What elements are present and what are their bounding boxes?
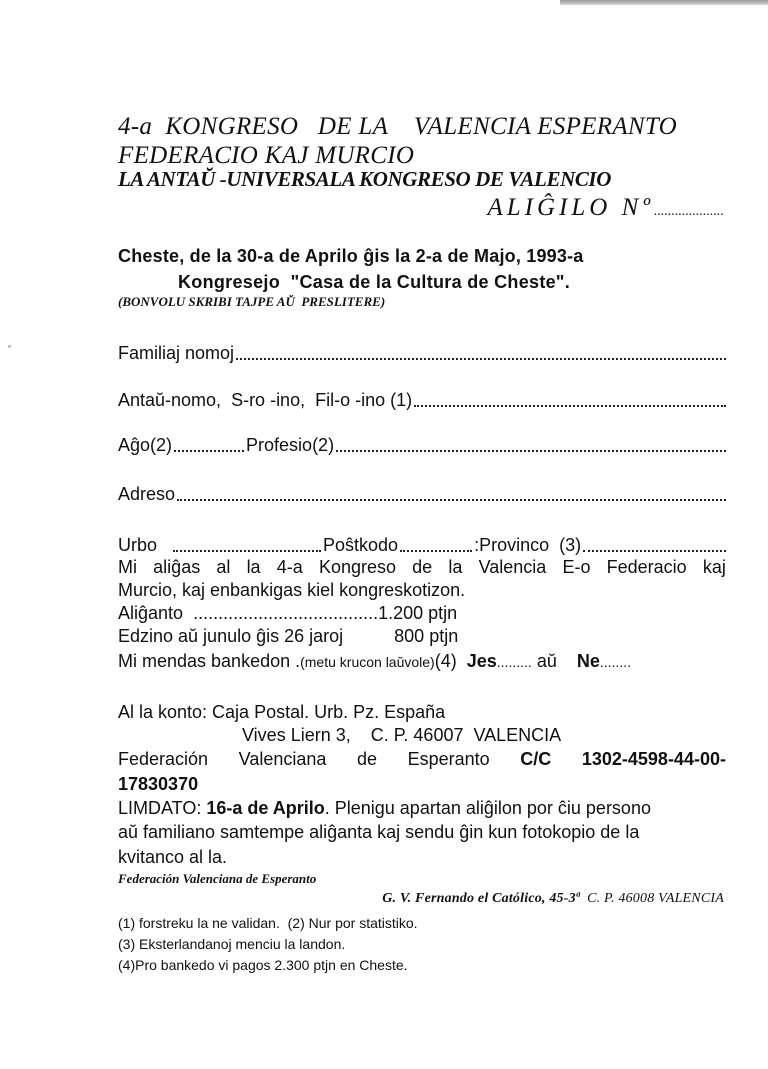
- deadline-text2: aŭ familiano samtempe aliĝanta kaj sendu ĝin kun fotokopio de la: [118, 822, 640, 842]
- cc-number-part1: 1302-4598-44-00-: [581, 749, 726, 769]
- fee-spouse-price: 800 ptjn: [394, 626, 459, 646]
- address-label: Adreso: [118, 484, 176, 504]
- congress-venue: Kongresejo "Casa de la Cultura de Cheste".: [178, 272, 571, 292]
- deadline-line: [118, 797, 651, 819]
- registration-number-dots: ....................: [654, 204, 724, 219]
- join-statement-line1: Mi aliĝas al la 4-a Kongreso de la Valencia E-o Federacio kaj: [118, 557, 726, 577]
- firstname-input-line[interactable]: [414, 405, 726, 407]
- registration-number-label: ALIĜILO Nº: [487, 194, 654, 221]
- banquet-note: (metu krucon laŭvole): [300, 654, 435, 670]
- account-line3: Federación Valenciana de Esperanto C/C 1302-4598-44-00-: [118, 749, 726, 769]
- join-statement-line2: Murcio, kaj enbankigas kiel kongreskotizon.: [118, 580, 466, 600]
- banquet-no-option[interactable]: Ne: [576, 651, 600, 671]
- federation-street: G. V. Fernando el Católico, 45-3ª: [382, 891, 580, 906]
- banquet-or: aŭ: [531, 651, 562, 671]
- postcode-label: Poŝtkodo: [323, 535, 399, 555]
- banquet-order: [118, 650, 631, 673]
- fee-participant-price: 1.200 ptjn: [378, 603, 458, 623]
- footnote-4: (4)Pro bankedo vi pagos 2.300 ptjn en Cheste.: [118, 957, 408, 973]
- banquet-yes-dots[interactable]: .........: [496, 654, 532, 670]
- cc-label: C/C: [520, 749, 552, 769]
- congress-title: 4-a KONGRESO DE LA VALENCIA ESPERANTO: [118, 113, 677, 140]
- deadline-text1: . Plenigu apartan aliĝilon por ĉiu persono: [324, 798, 651, 818]
- age-label: Aĝo(2): [118, 435, 173, 455]
- banquet-label: Mi mendas bankedon .: [118, 651, 301, 671]
- surname-input-line[interactable]: [236, 358, 726, 360]
- banquet-ref: (4): [434, 651, 457, 671]
- account-line2: Vives Liern 3, C. P. 46007 VALENCIA: [242, 725, 562, 745]
- scan-edge-mark: [560, 0, 768, 5]
- city-label: Urbo: [118, 535, 158, 555]
- age-profession-field[interactable]: [118, 430, 726, 456]
- province-input-line[interactable]: [583, 550, 726, 552]
- deadline-text3: kvitanco al la.: [118, 847, 228, 867]
- deadline-label: LIMDATO:: [118, 798, 202, 818]
- surname-field[interactable]: [118, 338, 726, 364]
- federation-city: C. P. 46008 VALENCIA: [579, 891, 724, 906]
- address-input-line[interactable]: [177, 499, 726, 501]
- federation-address: [382, 891, 724, 907]
- fee-spouse-youth: [118, 625, 458, 647]
- address-field[interactable]: [118, 479, 726, 505]
- postcode-input-line[interactable]: [400, 550, 472, 552]
- city-input-line[interactable]: [173, 550, 321, 552]
- banquet-yes-option[interactable]: Jes: [466, 651, 497, 671]
- city-postcode-province-field[interactable]: [118, 530, 726, 556]
- age-input-line[interactable]: [174, 450, 244, 452]
- footnote-3: (3) Eksterlandanoj menciu la landon.: [118, 936, 346, 952]
- fee-spouse-label: Edzino aŭ junulo ĝis 26 jaroj: [118, 626, 344, 646]
- scan-speck: [8, 345, 11, 348]
- fee-participant-label: Aliĝanto: [118, 603, 184, 623]
- footnote-1-2: (1) forstreku la ne validan. (2) Nur por statistiko.: [118, 915, 418, 931]
- account-line1: Al la konto: Caja Postal. Urb. Pz. España: [118, 702, 446, 722]
- fill-instruction: (BONVOLU SKRIBI TAJPE AŬ PRESLITERE): [118, 294, 386, 309]
- fee-participant-dots: .....................................: [193, 603, 379, 623]
- congress-dates: Cheste, de la 30-a de Aprilo ĝis la 2-a de Majo, 1993-a: [118, 246, 584, 266]
- federation-title: FEDERACIO KAJ MURCIO: [118, 142, 415, 169]
- profession-input-line[interactable]: [336, 450, 726, 452]
- pre-universal-title: LA ANTAŬ -UNIVERSALA KONGRESO DE VALENCIO: [118, 167, 611, 191]
- firstname-label: Antaŭ-nomo, S-ro -ino, Fil-o -ino (1): [118, 390, 413, 410]
- banquet-no-dots[interactable]: ........: [599, 654, 631, 670]
- profession-label: Profesio(2): [246, 435, 335, 455]
- fee-participant: [118, 602, 457, 624]
- deadline-date: 16-a de Aprilo: [206, 798, 325, 818]
- firstname-field[interactable]: [118, 385, 726, 411]
- cc-number-part2: 17830370: [118, 774, 199, 794]
- registration-number: [487, 194, 724, 222]
- province-label: :Provinco (3): [474, 535, 582, 555]
- federation-name: Federación Valenciana de Esperanto: [118, 871, 317, 886]
- surname-label: Familiaj nomoj: [118, 343, 235, 363]
